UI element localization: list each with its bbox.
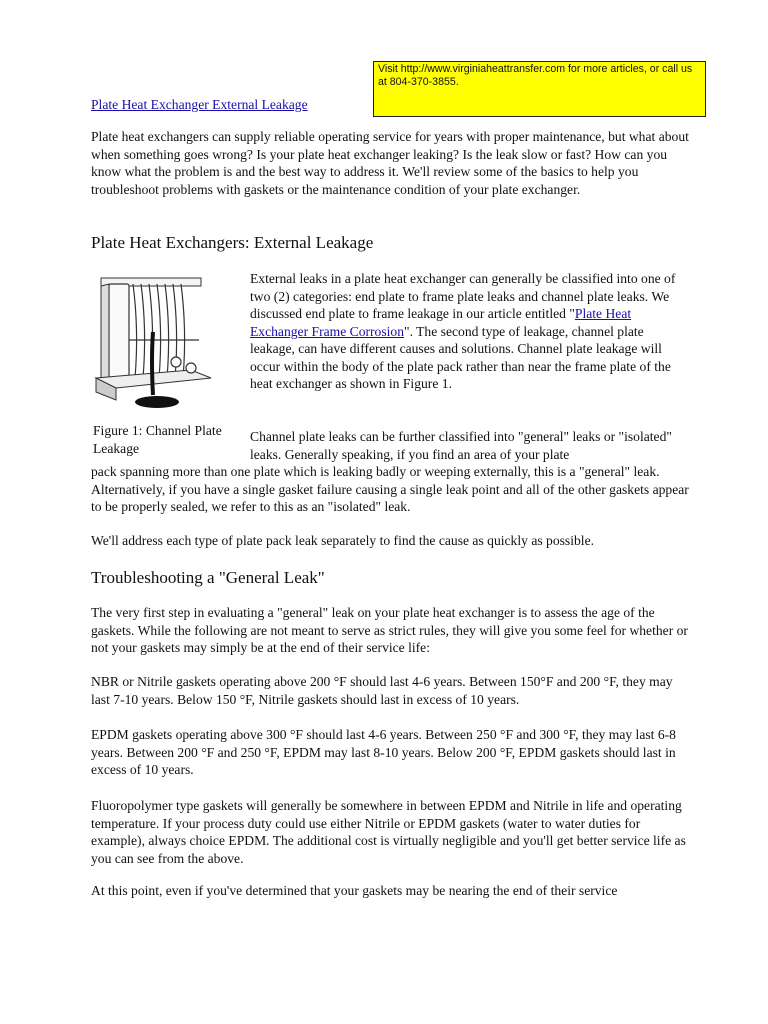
section-heading-external-leakage: Plate Heat Exchangers: External Leakage [91,233,374,252]
channel-plate-leakage-figure [91,270,241,420]
address-each-leak-paragraph: We'll address each type of plate pack leak separately to find the cause as quickly as possible. [91,533,595,548]
intro-paragraph: Plate heat exchangers can supply reliable operating service for years with proper maintenance, but what about when something goes wrong? Is your plate heat exchanger leaking? Is the leak slow or fast? How can you know what the problem is and the best way to address it. We'll review some of the basics to help you troubleshoot problems with gaskets or the maintenance condition of your plate exchanger. [91,129,689,197]
article-title-link[interactable]: Plate Heat Exchanger External Leakage [91,97,308,112]
paragraph-text-before-link: External leaks in a plate heat exchanger can generally be classified into one of two (2) categories: end plate to frame plate leaks and channel plate leaks. We discussed end plate to frame leakage in our article entitled " [250,271,676,321]
fluoropolymer-gaskets-paragraph: Fluoropolymer type gaskets will generally be somewhere in between EPDM and Nitrile in life and operating temperature. If your process duty could use either Nitrile or EPDM gaskets (water to water duties for example), always choice EPDM. The additional cost is virtually negligible and you'll get better service life as you can see from the above. [91,798,686,866]
paragraph-text-after-link: ". The second type of leakage, channel plate leakage, can have different causes and solutions. Channel plate leakage will occur within the body of the plate pack rather than near the frame plate of the heat exchanger as shown in Figure 1. [250,323,671,391]
frame-corrosion-article-link[interactable]: Plate Heat Exchanger Frame Corrosion [250,306,632,339]
epdm-gaskets-paragraph: EPDM gaskets operating above 300 °F should last 4-6 years. Between 250 °F and 300 °F, they may last 6-8 years. Between 200 °F and 250 °F, EPDM may last 8-10 years. Below 200 °F, EPDM gaskets should last in excess of 10 years. [91,727,676,777]
gasket-age-paragraph: The very first step in evaluating a "general" leak on your plate heat exchanger is to assess the age of the gaskets. While the following are not meant to serve as strict rules, they will give you some feel for whether or not your gaskets may simply be at the end of their service life: [91,605,688,655]
figure-caption: Figure 1: Channel Plate Leakage [93,423,222,456]
nitrile-gaskets-paragraph: NBR or Nitrile gaskets operating above 200 °F should last 4-6 years. Between 150°F and 200 °F, they may last 7-10 years. Below 150 °F, Nitrile gaskets should last in excess of 10 years. [91,674,673,707]
channel-plate-leaks-paragraph-start: Channel plate leaks can be further classified into "general" leaks or "isolated" leaks. Generally speaking, if you find an area of your plate [250,429,672,462]
section-heading-general-leak: Troubleshooting a "General Leak" [91,568,325,587]
channel-plate-leaks-paragraph-continued: pack spanning more than one plate which is leaking badly or weeping externally, this is a "general" leak. Alternatively, if you have a single gasket failure causing a single leak point and all of the other gaskets appear to be properly sealed, we refer to this as an "isolated" leak. [91,464,689,514]
callout-text: Visit http://www.virginiaheattransfer.com for more articles, or call us at 804-370-3855. [378,63,693,88]
contact-callout-box [373,61,706,117]
external-leaks-paragraph [250,270,680,393]
service-life-paragraph: At this point, even if you've determined that your gaskets may be nearing the end of their service [91,883,618,898]
